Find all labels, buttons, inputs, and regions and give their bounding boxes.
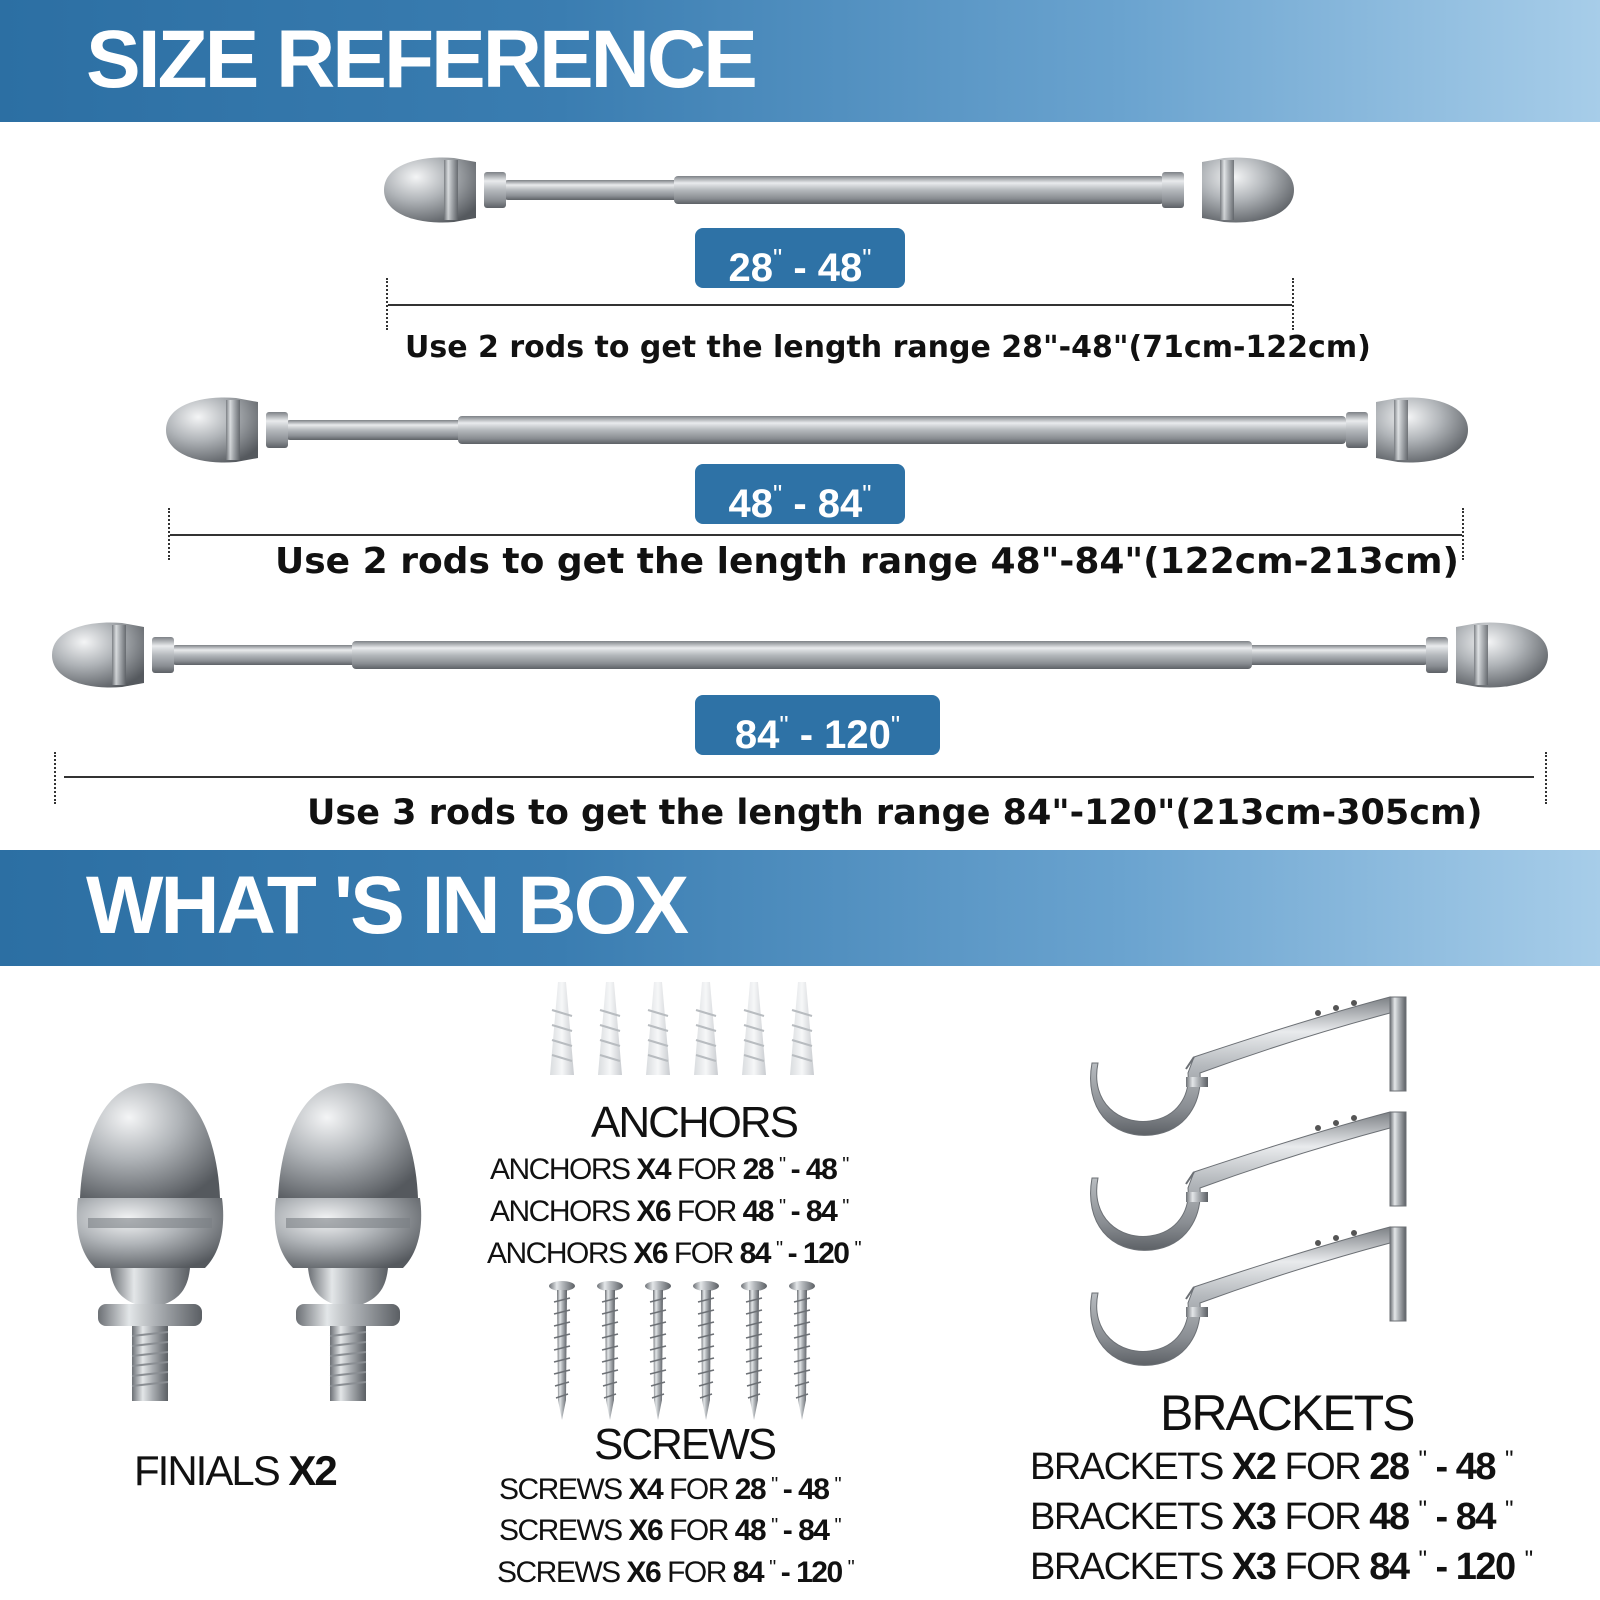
- brackets-title: BRACKETS: [1160, 1385, 1414, 1441]
- brackets-line: BRACKETS X3 FOR 48 " - 84 ": [1030, 1496, 1513, 1538]
- finials-label: FINIALS X2: [134, 1447, 336, 1494]
- dimension-tick-right: [1545, 752, 1547, 804]
- whats-in-box-title: WHAT 'S IN BOX: [86, 860, 687, 951]
- dimension-line: [170, 534, 1462, 536]
- finial-image: [70, 1078, 230, 1408]
- dimension-tick-right: [1292, 278, 1294, 330]
- screws-title: SCREWS: [594, 1420, 776, 1469]
- anchors-title: ANCHORS: [591, 1098, 798, 1147]
- screws-line: SCREWS X4 FOR 28 " - 48 ": [499, 1473, 841, 1506]
- range-text-48-84: Use 2 rods to get the length range 48"-84"(122cm-213cm): [275, 541, 1460, 582]
- screws-image: [548, 1280, 823, 1422]
- dimension-tick-right: [1462, 508, 1464, 560]
- curtain-rod-long: [52, 615, 1548, 695]
- brackets-line: BRACKETS X2 FOR 28 " - 48 ": [1030, 1446, 1513, 1488]
- anchors-line: ANCHORS X6 FOR 84 " - 120 ": [487, 1237, 861, 1270]
- screws-line: SCREWS X6 FOR 84 " - 120 ": [497, 1556, 854, 1589]
- curtain-rod-short: [384, 150, 1294, 230]
- anchors-line: ANCHORS X6 FOR 48 " - 84 ": [490, 1195, 848, 1228]
- range-text-84-120: Use 3 rods to get the length range 84"-120"(213cm-305cm): [307, 793, 1483, 833]
- size-badge-48-84: 48" - 84": [695, 464, 905, 524]
- dimension-line: [388, 304, 1292, 306]
- anchors-line: ANCHORS X4 FOR 28 " - 48 ": [490, 1153, 848, 1186]
- whats-in-box-banner: [0, 850, 1600, 966]
- size-reference-banner: [0, 0, 1600, 122]
- brackets-image: [1090, 985, 1420, 1375]
- dimension-line: [64, 776, 1534, 778]
- screws-line: SCREWS X6 FOR 48 " - 84 ": [499, 1514, 841, 1547]
- size-reference-title: SIZE REFERENCE: [86, 14, 755, 105]
- dimension-tick-left: [54, 752, 56, 804]
- curtain-rod-medium: [166, 390, 1468, 470]
- range-text-28-48: Use 2 rods to get the length range 28"-48"(71cm-122cm): [405, 330, 1371, 365]
- size-badge-28-48: 28" - 48": [695, 228, 905, 288]
- finial-image: [268, 1078, 428, 1408]
- brackets-line: BRACKETS X3 FOR 84 " - 120 ": [1030, 1546, 1532, 1588]
- size-badge-84-120: 84" - 120": [695, 695, 940, 755]
- anchors-image: [548, 980, 823, 1090]
